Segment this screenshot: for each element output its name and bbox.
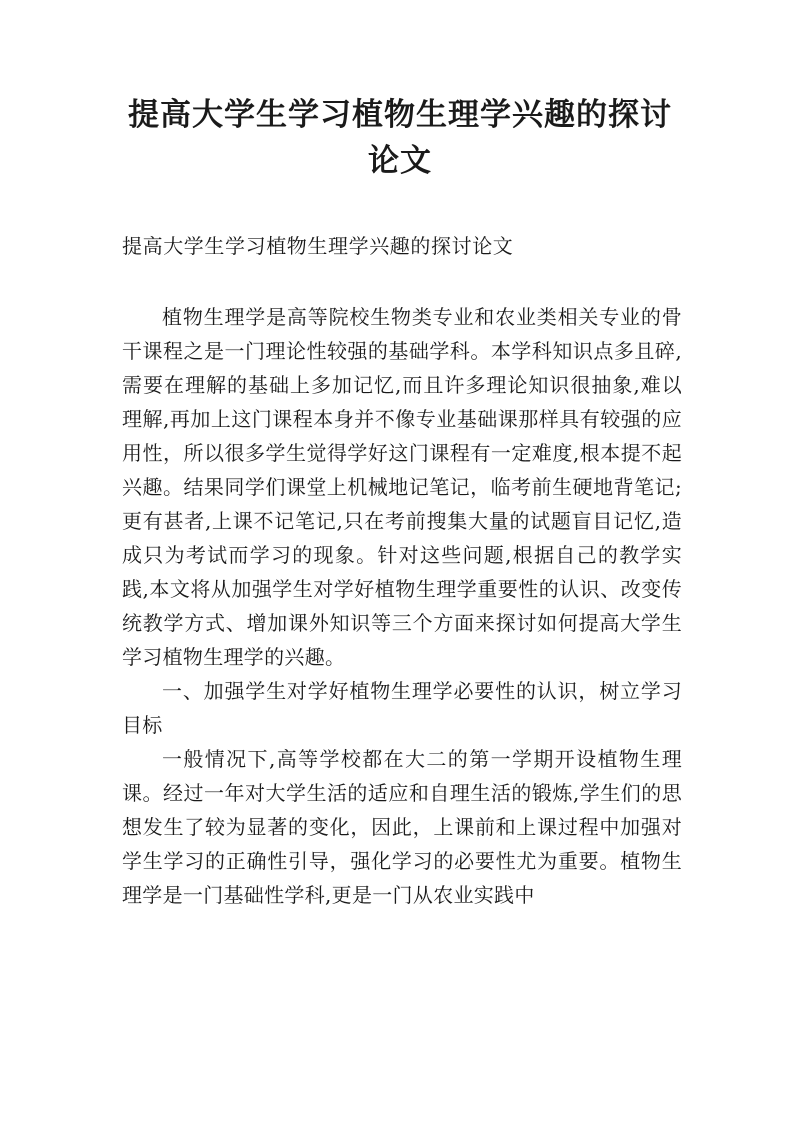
document-body <box>122 300 682 912</box>
section-heading-1: 一、加强学生对学好植物生理学必要性的认识，树立学习目标 <box>122 679 682 737</box>
document-subtitle: 提高大学生学习植物生理学兴趣的探讨论文 <box>122 234 514 258</box>
paragraph-section-1: 一般情况下,高等学校都在大二的第一学期开设植物生理课。经过一年对大学生活的适应和自理生活的锻炼,学生们的思想发生了较为显著的变化，因此，上课前和上课过程中加强对学生学习的正确性引导，强化学习的必要性尤为重要。植物生理学是一门基础性学科,更是一门从农业实践中 <box>122 747 682 907</box>
paragraph-intro: 植物生理学是高等院校生物类专业和农业类相关专业的骨干课程之是一门理论性较强的基础学科。本学科知识点多且碎,需要在理解的基础上多加记忆,而且许多理论知识很抽象,难以理解,再加上这门课程本身并不像专业基础课那样具有较强的应用性，所以很多学生觉得学好这门课程有一定难度,根本提不起兴趣。结果同学们课堂上机械地记笔记，临考前生硬地背笔记;更有甚者,上课不记笔记,只在考前搜集大量的试题盲目记忆,造成只为考试而学习的现象。针对这些问题,根据自己的教学实践,本文将从加强学生对学好植物生理学重要性的认识、改变传统教学方式、增加课外知识等三个方面来探讨如何提高大学生学习植物生理学的兴趣。 <box>122 305 682 669</box>
document-title: 提高大学生学习植物生理学兴趣的探讨论文 <box>128 97 672 179</box>
